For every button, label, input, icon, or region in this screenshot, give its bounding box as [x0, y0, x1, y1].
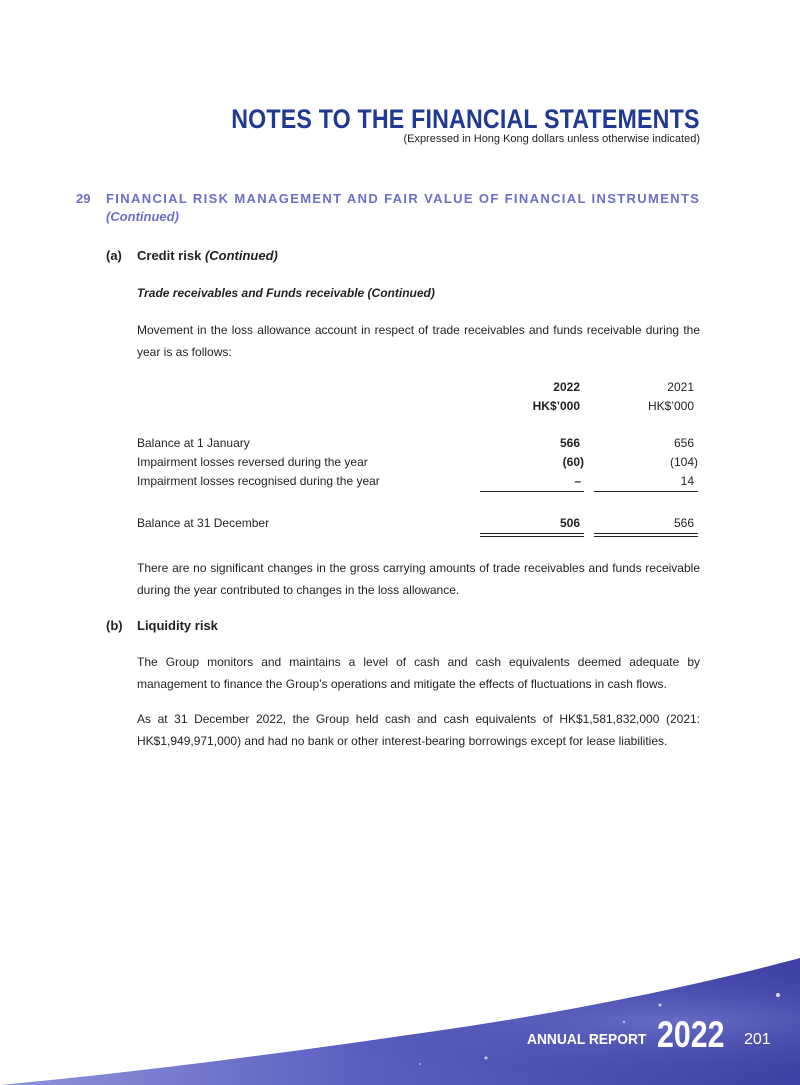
row-label-impairment-recognised: Impairment losses recognised during the year: [137, 474, 380, 488]
row-label-balance-1-january: Balance at 1 January: [137, 436, 250, 450]
section-a-letter: (a): [106, 248, 122, 263]
note-title: FINANCIAL RISK MANAGEMENT AND FAIR VALUE OF FINANCIAL INSTRUMENTS: [106, 191, 701, 206]
page-number: 201: [744, 1031, 771, 1048]
section-b-title: Liquidity risk: [137, 618, 218, 633]
footer-decorative-band: [0, 930, 800, 1085]
note-number: 29: [76, 191, 91, 206]
cell-2021-impairment-reversed: (104): [669, 455, 698, 469]
footer-year: 2022: [657, 1014, 725, 1055]
total-double-rule-2021: [594, 533, 698, 537]
subtotal-rule-2022: [480, 491, 584, 492]
section-a-title-text: Credit risk: [137, 248, 202, 263]
section-b-letter: (b): [106, 618, 123, 633]
cell-2021-impairment-recognised: 14: [680, 474, 694, 488]
section-a-closing-paragraph: There are no significant changes in the gross carrying amounts of trade receivables and funds receivable during the year contributed to changes in the loss allowance.: [137, 561, 700, 597]
section-b-paragraph-2: As at 31 December 2022, the Group held cash and cash equivalents of HK$1,581,832,000 (2021: HK$1,949,971,000) and had no bank or other interest-bearing borrowings except for lease liabilities.: [137, 712, 700, 748]
page-header-title: NOTES TO THE FINANCIAL STATEMENTS: [231, 104, 700, 134]
row-label-impairment-reversed: Impairment losses reversed during the year: [137, 455, 368, 469]
cell-2022-balance-31-december: 506: [559, 516, 580, 530]
cell-2022-impairment-reversed: (60): [562, 455, 584, 469]
section-a-subheading: Trade receivables and Funds receivable (Continued): [137, 286, 435, 300]
section-b-paragraph-1: The Group monitors and maintains a level of cash and cash equivalents deemed adequate by management to finance the Group’s operations and mitigate the effects of fluctuations in cash flows.: [137, 655, 700, 691]
total-double-rule-2022: [480, 533, 584, 537]
cell-2022-impairment-recognised: –: [574, 474, 581, 488]
note-continued-label: (Continued): [106, 209, 179, 224]
section-a-continued: (Continued): [204, 248, 278, 263]
column-header-2022-year: 2022: [553, 380, 580, 394]
column-header-2022-unit: HK$’000: [532, 399, 580, 413]
cell-2021-balance-31-december: 566: [673, 516, 694, 530]
footer-annual-report-label: ANNUAL REPORT: [527, 1031, 647, 1048]
subtotal-rule-2021: [594, 491, 698, 492]
section-a-intro-paragraph: Movement in the loss allowance account in respect of trade receivables and funds receivable during the year is as follows:: [137, 323, 700, 359]
column-header-2021-unit: HK$’000: [647, 399, 694, 413]
column-header-2021-year: 2021: [667, 380, 694, 394]
section-a-title: [137, 248, 278, 263]
cell-2021-balance-1-january: 656: [673, 436, 694, 450]
row-label-balance-31-december: Balance at 31 December: [137, 516, 270, 530]
cell-2022-balance-1-january: 566: [559, 436, 580, 450]
page-header-subtitle: (Expressed in Hong Kong dollars unless otherwise indicated): [403, 133, 700, 145]
